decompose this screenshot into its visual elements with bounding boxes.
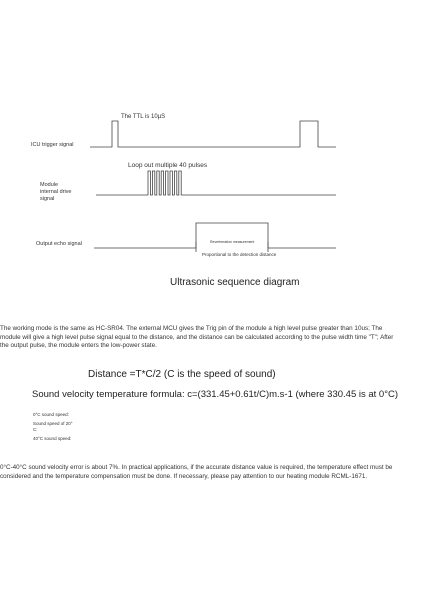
trigger-label: ICU trigger signal: [31, 142, 74, 148]
table-row-20c-line-2: C:: [33, 427, 38, 432]
table-row-0c: 0°C sound speed:: [33, 412, 69, 417]
distance-formula: Distance =T*C/2 (C is the speed of sound): [88, 369, 276, 380]
drive-signal-waveform: [96, 171, 336, 195]
diagram-title: Ultrasonic sequence diagram: [170, 277, 300, 288]
module-label: [40, 182, 72, 203]
description-paragraph: The working mode is the same as HC-SR04. The external MCU gives the Trig pin of the module a high level pulse greater than 10us; The module will give a high level pulse signal equal to the distance, and the distance can be calculated according to the pulse width time "T"; After the output pulse, the module enters the low-power state.: [0, 325, 394, 350]
pulses-label: Loop out multiple 40 pulses: [128, 162, 208, 169]
echo-label: Output echo signal: [36, 241, 82, 247]
proportional-label: Proportional to the detection distance: [202, 252, 277, 257]
velocity-formula: Sound velocity temperature formula: c=(331.45+0.61t/C)m.s-1 (where 330.45 is at 0°C): [32, 389, 399, 400]
trigger-signal-waveform: [90, 121, 336, 147]
echo-signal-waveform: [94, 223, 336, 248]
echo-inner-label: Reverberation measurement: [210, 240, 255, 244]
module-label-line-3: signal: [40, 196, 55, 202]
table-row-20c-line-1: Sound speed of 20°: [33, 421, 73, 426]
timing-diagram: [0, 0, 424, 270]
module-label-line-2: internal drive: [40, 189, 72, 195]
module-label-line-1: Module: [40, 182, 59, 188]
ttl-label: The TTL is 10µS: [121, 114, 166, 120]
table-row-20c: [33, 421, 73, 433]
table-row-40c: 40°C sound speed:: [33, 436, 72, 441]
note-paragraph: 0°C-40°C sound velocity error is about 7%. In practical applications, if the accurate distance value is required, the temperature effect must be considered and the temperature compensation must be done. If necessary, please pay attention to our heating module RCML-1671.: [0, 464, 393, 480]
